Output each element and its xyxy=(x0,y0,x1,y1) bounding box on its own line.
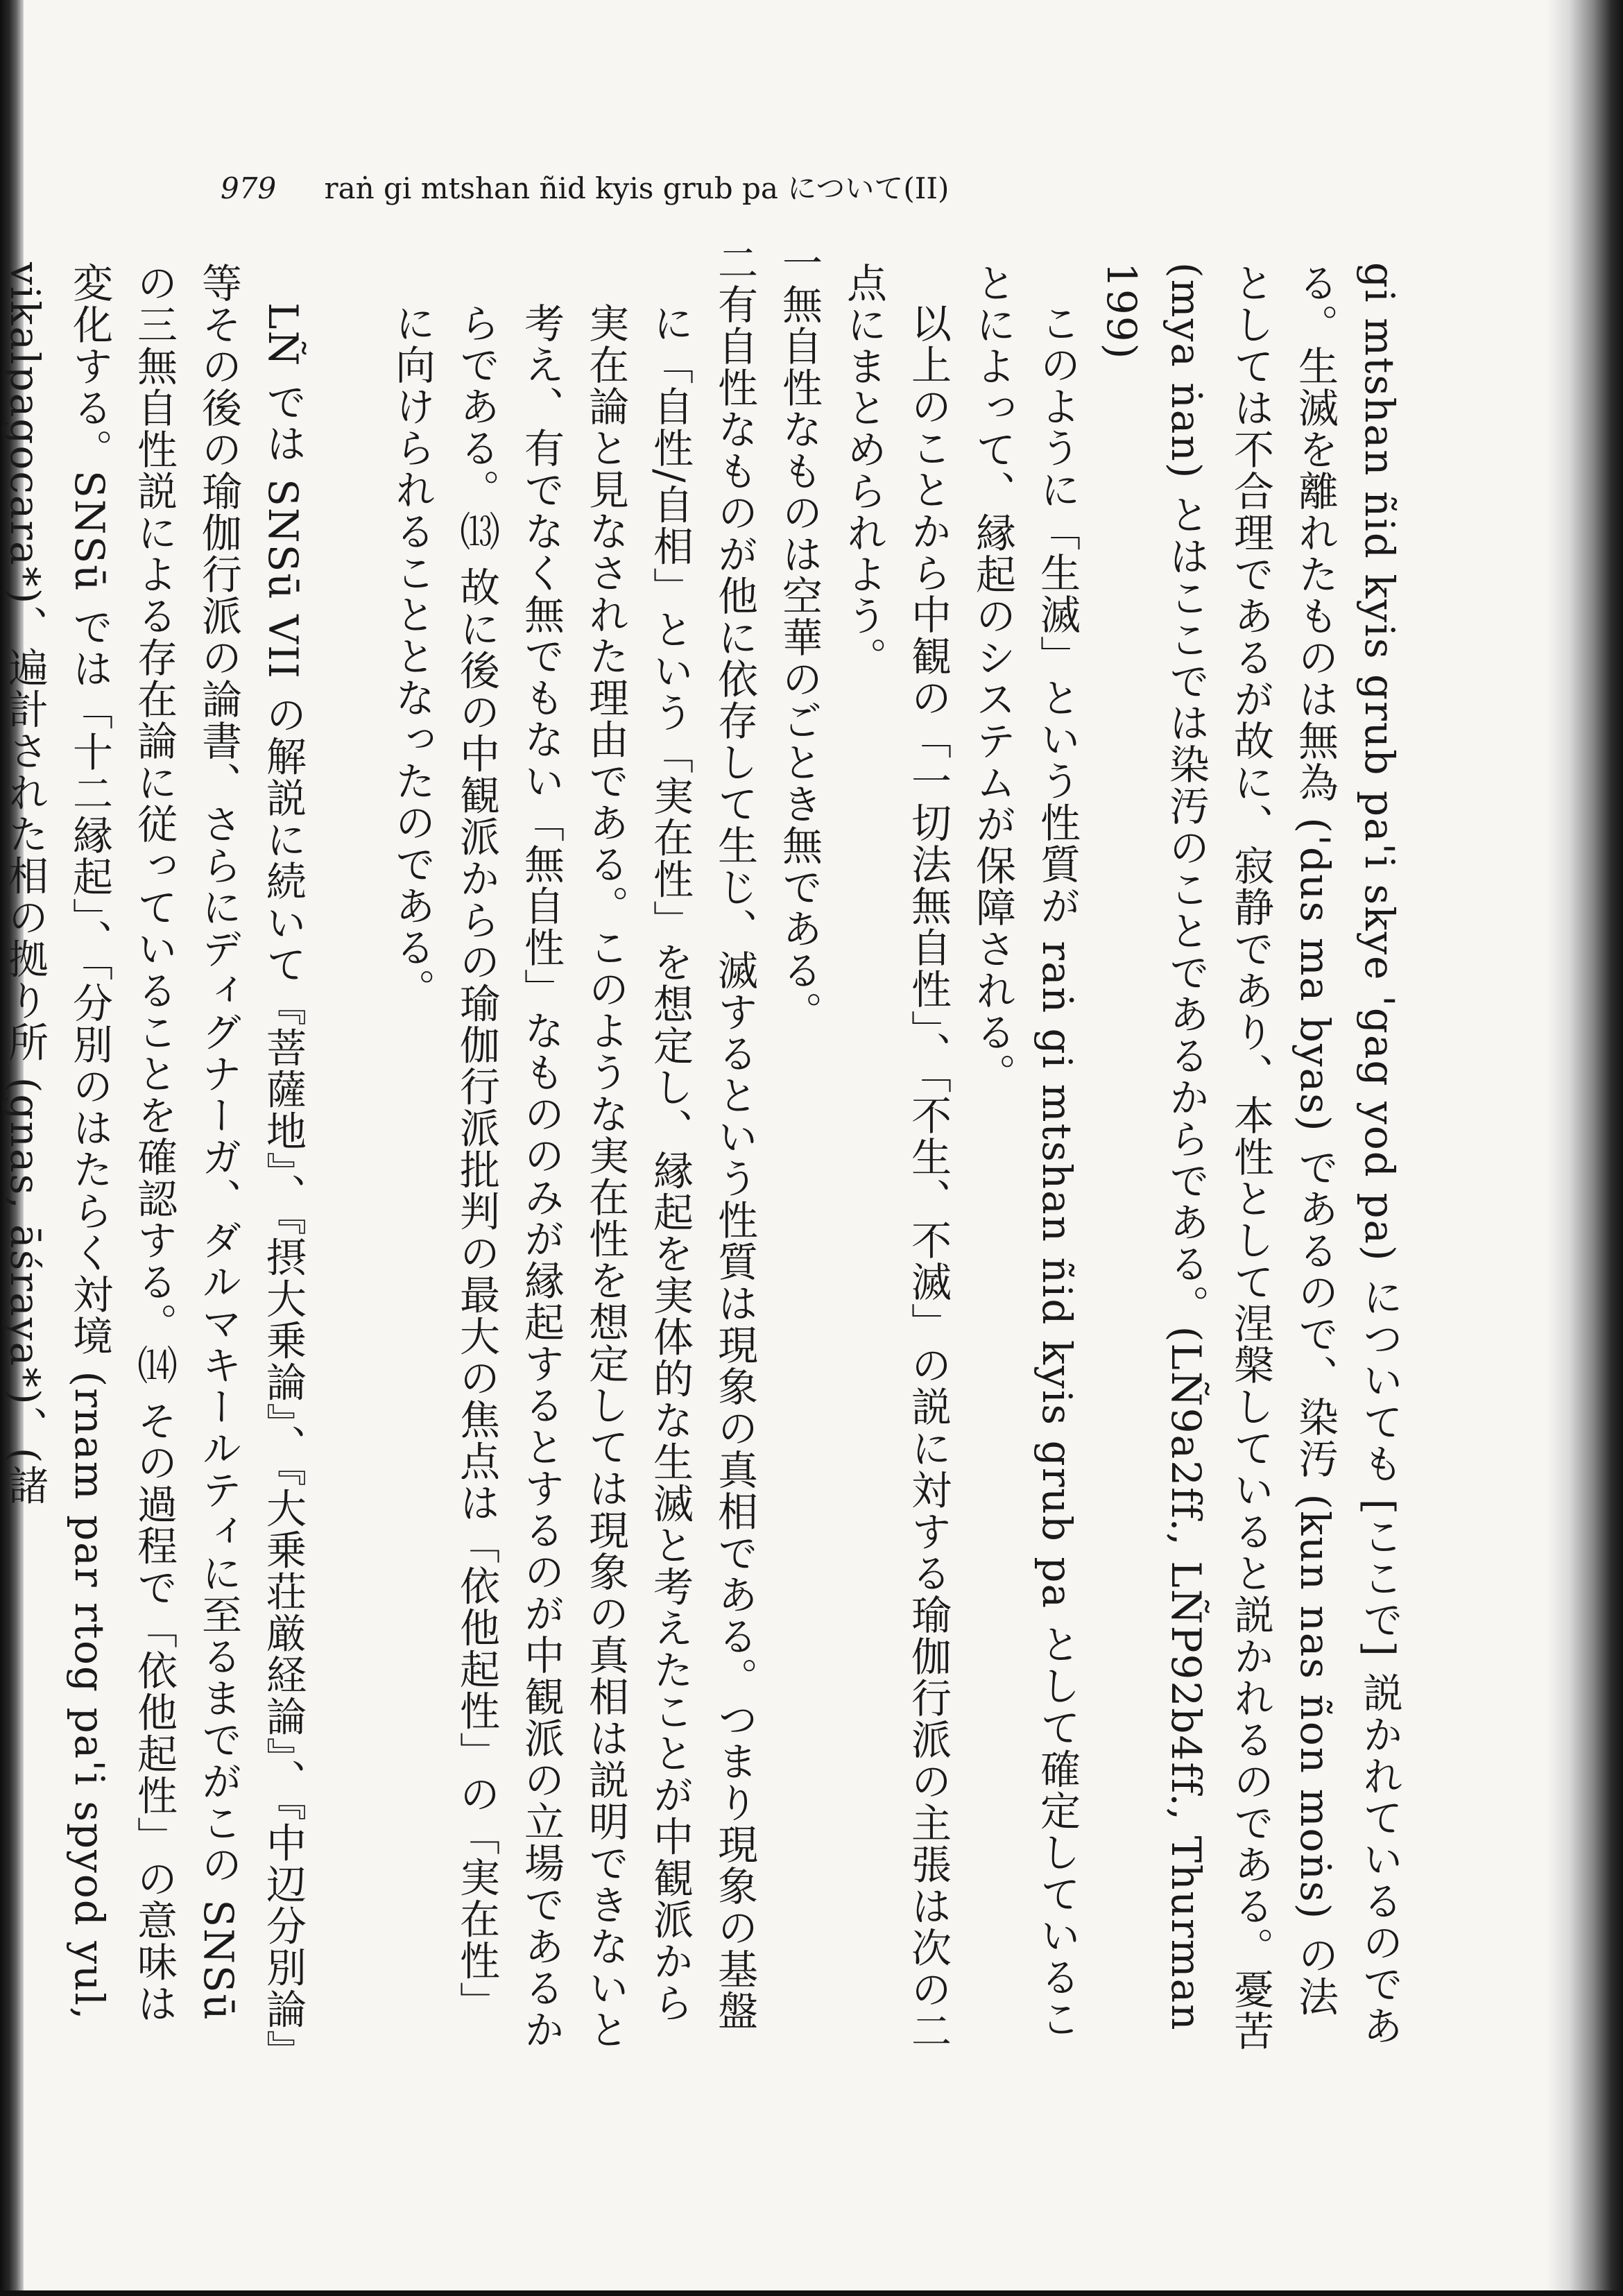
paragraph xyxy=(1089,262,1411,2052)
running-title: raṅ gi mtshan ñid kyis grub pa について(II) xyxy=(324,171,950,205)
numbered-point xyxy=(379,242,766,2052)
scan-shadow-edge-right xyxy=(1547,0,1623,2296)
paragraph-text: gi mtshan ñid kyis grub pa'i skye 'gag yod pa) についても [ここで] 説かれているのである。生滅を離れたものは無為 ('dus ma byas) であるので、染汚 (kun nas ñon moṅs) の法としては不合理であるが故に、寂静であり、本性として涅槃していると説かれるのである。憂苦 (mya ṅan) とはここでは染汚のことであるからである。(LÑ9a2ff., LÑP92b4ff., Thurman 199) xyxy=(1098,262,1403,2052)
running-header xyxy=(221,168,949,209)
paragraph-spacer xyxy=(315,262,379,2052)
scan-edge-bottom xyxy=(0,2290,1623,2296)
paragraph-text: 有自性なものが他に依存して生じ、滅するという性質は現象の真相である。つまり現象の基盤に「自性/自相」という「実在性」を想定し、縁起を実体的な生滅と考えたことが中観派から実在論と見なされた理由である。このような実在性を想定しては現象の真相は説明できないと考え、有でなく無でもない「無自性」なもののみが縁起するとするのが中観派の立場であるからである。⒀ 故に後の中観派からの瑜伽行派批判の最大の焦点は「依他起性」の「実在性」に向けられることとなったのである。 xyxy=(388,284,758,2050)
paragraph xyxy=(0,262,315,2052)
page-number: 979 xyxy=(221,171,277,205)
paragraph xyxy=(831,262,960,2052)
paragraph-text: 以上のことから中観の「一切法無自性」、「不生、不滅」の説に対する瑜伽行派の主張は次の二点にまとめられよう。 xyxy=(840,262,952,2052)
paragraph-text: 無自性なものは空華のごとき無である。 xyxy=(775,284,823,1033)
point-number: 一 xyxy=(775,242,823,284)
paragraph xyxy=(960,262,1089,2052)
numbered-point xyxy=(766,242,831,2052)
point-number: 二 xyxy=(711,242,758,284)
vertical-body-text xyxy=(0,242,1411,2052)
paragraph-text: LÑ では SNSū VII の解説に続いて『菩薩地』、『摂大乗論』、『大乗荘厳経論』、『中辺分別論』等その後の瑜伽行派の論書、さらにディグナーガ、ダルマキールティに至るまでがこの SNSū の三無自性説による存在論に従っていることを確認する。⒁ その過程で「依他起性」の意味は変化する。SNSū では「十二縁起」、「分別のはたらく対境 (rnam par rtog pa'i spyod yul, vikalpagocara*)、遍計された相の拠り所 (gnas, āśraya*)、(諸 xyxy=(1,262,307,2052)
paragraph-text: このように「生滅」という性質が raṅ gi mtshan ñid kyis grub pa として確定していることによって、縁起のシステムが保障される。 xyxy=(969,262,1081,2040)
